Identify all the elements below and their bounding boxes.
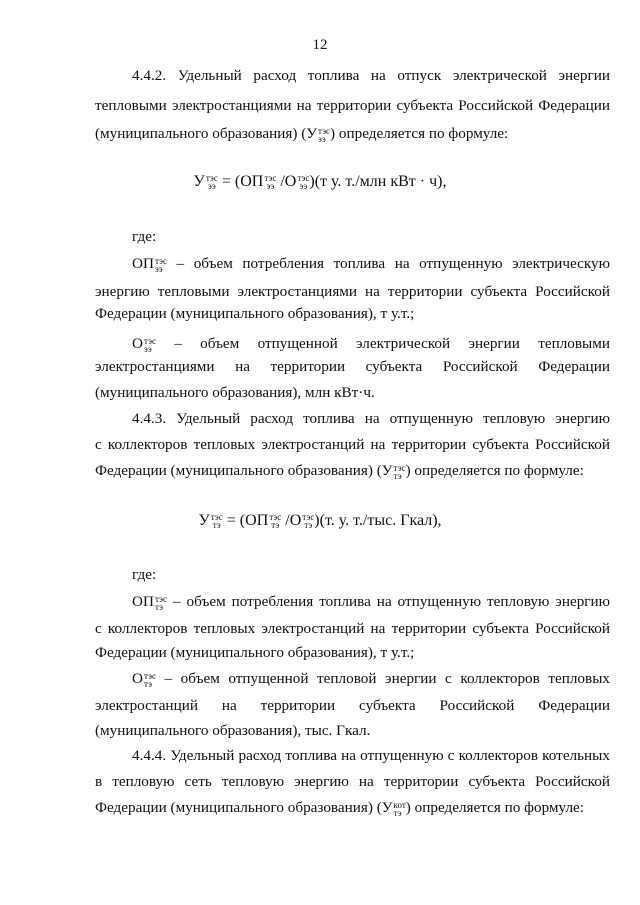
def1-line3: Федерации (муниципального образования), т у.т.;	[95, 305, 415, 322]
def1-line1: ОП тэс ээ – объем потребления топлива на отпущенную электрическую	[132, 255, 610, 274]
p442-line3-end: ) определяется по формуле:	[330, 125, 509, 142]
p444-line1: 4.4.4. Удельный расход топлива на отпущенную с коллекторов котельных	[132, 747, 610, 764]
p443-line3: Федерации (муниципального образования) (У тэс тэ ) определяется по формуле:	[95, 462, 584, 481]
def4-line3: (муниципального образования), тыс. Гкал.	[95, 722, 371, 739]
def4-line1: О тэс тэ – объем отпущенной тепловой энергии с коллекторов тепловых	[132, 670, 610, 689]
formula-heat: У тэс тэ = (ОП тэс тэ /О тэс тэ )(т. у. т./тыс. Гкал),	[198, 512, 442, 531]
def3-line3: Федерации (муниципального образования), т у.т.;	[95, 644, 415, 661]
def2-line3: (муниципального образования), млн кВт·ч.	[95, 384, 375, 401]
def1-line2: энергию тепловыми электростанциями на территории субъекта Российской	[95, 283, 610, 300]
symbol-superscript: тэс ээ	[318, 125, 331, 144]
def2-line1: О тэс ээ – объем отпущенной электрической энергии тепловыми	[132, 335, 610, 354]
where-label-2: где:	[132, 566, 157, 583]
page-number: 12	[312, 37, 328, 53]
def4-line2: электростанций на территории субъекта Российской Федерации	[95, 697, 610, 714]
def2-line2: электростанциями на территории субъекта Российской Федерации	[95, 358, 610, 375]
def3-line2: с коллекторов тепловых электростанций на территории субъекта Российской	[95, 620, 610, 637]
p444-line2: в тепловую сеть тепловую энергию на территории субъекта Российской	[95, 773, 610, 790]
p444-line3: Федерации (муниципального образования) (У кот тэ ) определяется по формуле:	[95, 799, 585, 818]
p442-line3	[95, 125, 610, 143]
p443-line1: 4.4.3. Удельный расход топлива на отпущенную тепловую энергию	[132, 410, 610, 427]
where-label-1: где:	[132, 228, 157, 245]
p442-line2: тепловыми электростанциями на территории субъекта Российской Федерации	[95, 97, 610, 114]
p443-line2: с коллекторов тепловых электростанций на территории субъекта Российской	[95, 436, 610, 453]
def3-line1: ОП тэс тэ – объем потребления топлива на отпущенную тепловую энергию	[132, 593, 610, 612]
p442-line3-text: (муниципального образования) (У	[95, 125, 318, 142]
p442-line1: 4.4.2. Удельный расход топлива на отпуск электрической энергии	[132, 67, 610, 84]
formula-electric: У тэс ээ = (ОП тэс ээ /О тэс ээ )(т у. т./млн кВт · ч),	[193, 173, 447, 192]
